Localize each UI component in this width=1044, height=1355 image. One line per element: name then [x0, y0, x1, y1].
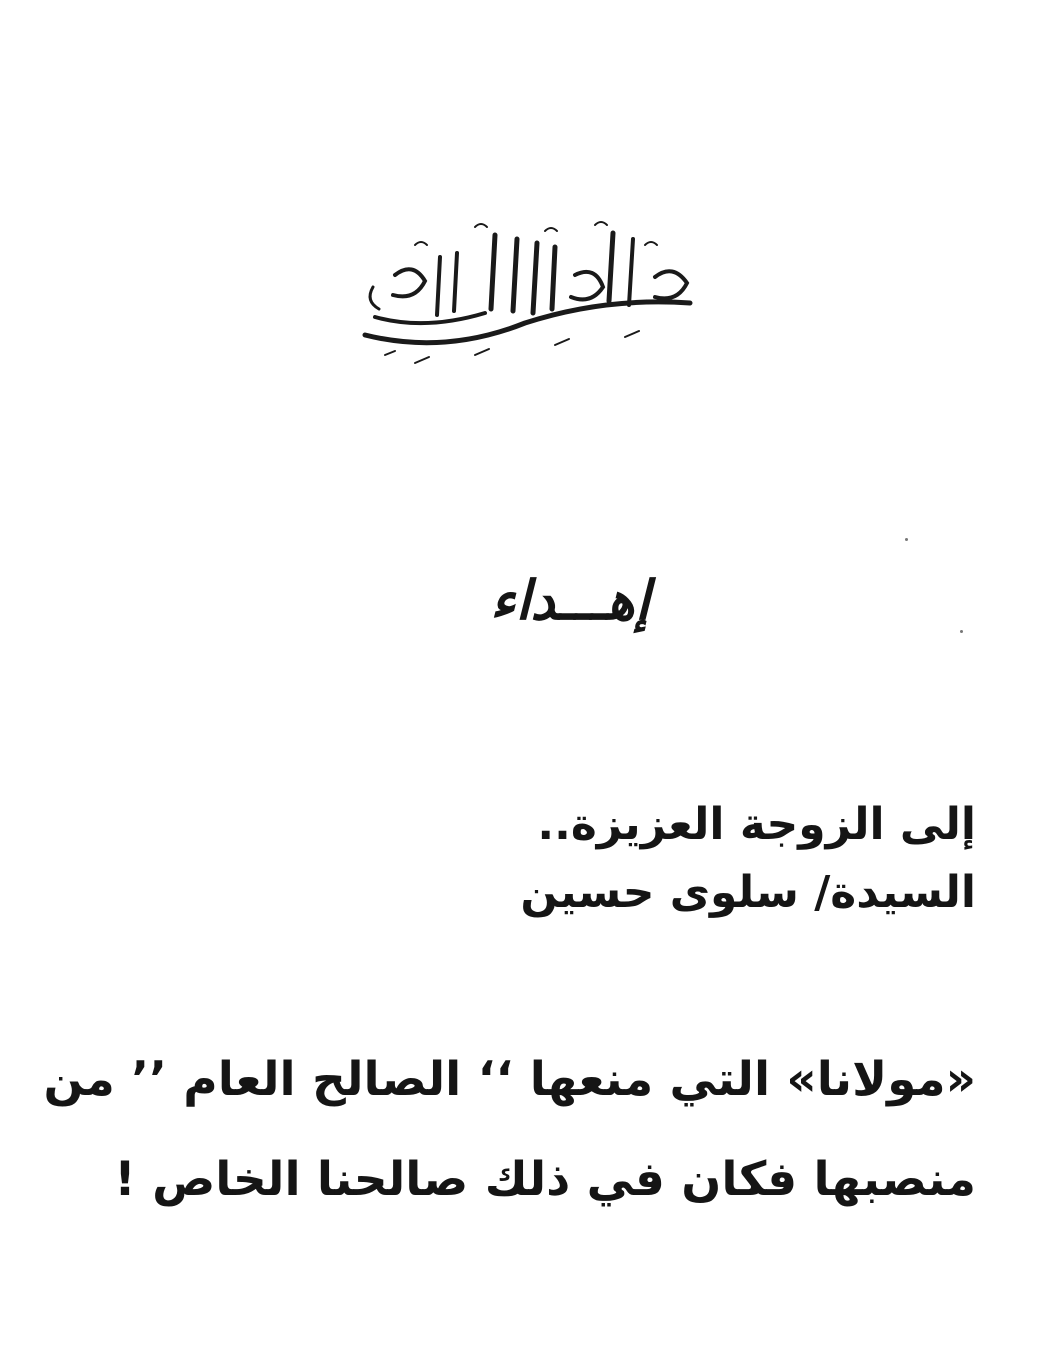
dedication-text-line-2: منصبها فكان في ذلك صالحنا الخاص ! [114, 1152, 976, 1207]
dedication-recipient-line: إلى الزوجة العزيزة.. [537, 799, 976, 850]
scan-speck [960, 630, 963, 633]
dedication-recipient-name: السيدة/ سلوى حسين [520, 867, 976, 918]
dedication-text-line-1: «مولانا» التي منعها ‘‘ الصالح العام ’’ من [43, 1052, 976, 1107]
dedication-heading: إهـــداء [490, 568, 650, 632]
basmala-calligraphy [355, 205, 700, 395]
basmala-calligraphy-drawing [355, 205, 700, 395]
scan-speck [905, 538, 908, 541]
